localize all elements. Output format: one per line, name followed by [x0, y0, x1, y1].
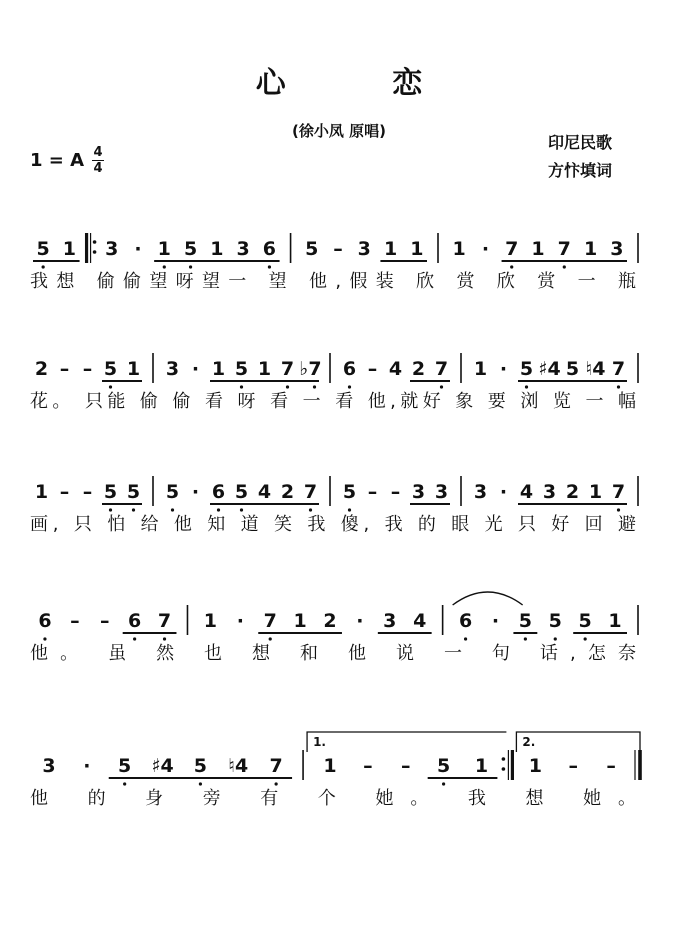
note: ·	[481, 238, 490, 260]
note: 1	[383, 238, 398, 260]
note: ♯4	[151, 755, 174, 777]
note: ♯4	[538, 358, 561, 380]
note: 7	[505, 238, 519, 260]
note: 1	[588, 481, 603, 503]
note: –	[606, 755, 616, 777]
octave-dot-below	[309, 508, 312, 511]
note: 1	[257, 358, 272, 380]
octave-dot-below	[275, 782, 278, 785]
note: 7	[434, 358, 449, 380]
note: 5	[436, 755, 451, 777]
note: –	[59, 481, 70, 503]
note: 4	[388, 358, 403, 380]
note: –	[568, 755, 578, 777]
octave-dot-below	[163, 265, 166, 268]
note: 7	[157, 610, 172, 632]
note: ·	[191, 358, 200, 380]
octave-dot-below	[240, 508, 243, 511]
note: 1	[528, 755, 542, 777]
note: 3	[357, 238, 371, 260]
note: 3	[236, 238, 250, 260]
octave-dot-below	[584, 637, 587, 640]
note: 6	[38, 610, 52, 632]
note: 3	[411, 481, 426, 503]
lyric-line: 他。 虽 然 也 想 和 他 说 一 句 话,怎奈	[30, 643, 636, 664]
note: 5	[183, 238, 198, 260]
octave-dot-below	[313, 385, 316, 388]
octave-dot-below	[617, 385, 620, 388]
slur	[453, 592, 523, 605]
note: –	[363, 755, 373, 777]
octave-dot-below	[524, 637, 527, 640]
note: ♮4	[585, 358, 606, 380]
note: 1	[62, 238, 77, 260]
volta-label-1: 1.	[313, 735, 326, 749]
note: 4	[257, 481, 272, 503]
note: ·	[134, 238, 142, 260]
note: 1	[157, 238, 171, 260]
note: 7	[269, 755, 283, 777]
note: 3	[105, 238, 119, 260]
octave-dot-below	[510, 265, 513, 268]
note: ·	[356, 610, 364, 632]
octave-dot-below	[525, 385, 528, 388]
octave-dot-below	[268, 265, 271, 268]
note: 4	[413, 610, 427, 632]
song-title: 心 恋	[255, 66, 471, 101]
note: 1	[473, 358, 488, 380]
note: 5	[342, 481, 357, 503]
note: 5	[565, 358, 580, 380]
note: –	[59, 358, 70, 380]
note: 1	[126, 358, 141, 380]
note: 2	[280, 481, 295, 503]
note: 3	[383, 610, 397, 632]
note: 1	[34, 481, 49, 503]
note: 5	[518, 610, 532, 632]
note: 1	[410, 238, 424, 260]
note: 7	[611, 481, 626, 503]
note: –	[367, 358, 378, 380]
note: 3	[473, 481, 488, 503]
note: 4	[519, 481, 534, 503]
octave-dot-below	[286, 385, 289, 388]
note: –	[390, 481, 401, 503]
note: –	[99, 610, 110, 632]
octave-dot-below	[109, 385, 112, 388]
note: –	[400, 755, 411, 777]
lyric-line: 花。 只能 偷 偷 看 呀 看 一 看 他,就好 象 要 浏 览 一 幅	[30, 391, 636, 412]
volta-bracket-1	[307, 732, 506, 752]
note: 1	[474, 755, 489, 777]
octave-dot-below	[240, 385, 243, 388]
time-bottom: 4	[93, 161, 103, 176]
note: –	[82, 358, 93, 380]
note: 1	[531, 238, 545, 260]
octave-dot-below	[171, 508, 174, 511]
octave-dot-below	[163, 637, 166, 640]
note: 6	[128, 610, 142, 632]
note: –	[333, 238, 343, 260]
octave-dot-below	[464, 637, 467, 640]
octave-dot-below	[199, 782, 202, 785]
note: 7	[263, 610, 277, 632]
credit-lyricist: 方忭填词	[548, 161, 613, 180]
note: 5	[118, 755, 132, 777]
lyric-line: 他 的 身 旁 有 个 她。 我 想 她。	[30, 788, 636, 809]
note: 5	[103, 358, 118, 380]
note: 3	[610, 238, 624, 260]
note: 3	[434, 481, 449, 503]
octave-dot-below	[348, 508, 351, 511]
song-subtitle: (徐小凤 原唱)	[292, 122, 386, 140]
note: 2	[565, 481, 580, 503]
note: 7	[611, 358, 626, 380]
octave-dot-below	[442, 782, 445, 785]
note: 1	[608, 610, 622, 632]
octave-dot-below	[554, 637, 557, 640]
note: 1	[211, 358, 226, 380]
octave-dot-below	[43, 637, 46, 640]
note: 3	[165, 358, 180, 380]
note: 2	[323, 610, 337, 632]
note: –	[82, 481, 93, 503]
note: 1	[452, 238, 466, 260]
lyric-line: 我想 偷偷望呀望一 望 他,假装 欣 赏 欣 赏 一 瓶	[30, 271, 636, 292]
octave-dot-below	[133, 637, 136, 640]
note: 5	[519, 358, 534, 380]
note: 5	[548, 610, 562, 632]
note: ·	[83, 755, 91, 777]
volta-label-2: 2.	[522, 735, 536, 749]
note: 1	[583, 238, 598, 260]
note: 5	[36, 238, 50, 260]
octave-dot-below	[563, 265, 566, 268]
repeat-dot	[93, 240, 97, 244]
note: 5	[165, 481, 180, 503]
note: 3	[42, 755, 56, 777]
octave-dot-below	[348, 385, 351, 388]
repeat-dot	[502, 767, 506, 771]
note: 6	[342, 358, 357, 380]
note: 2	[411, 358, 426, 380]
note: –	[367, 481, 378, 503]
note: 1	[210, 238, 224, 260]
octave-dot-below	[109, 508, 112, 511]
note: 5	[305, 238, 319, 260]
octave-dot-below	[217, 508, 220, 511]
note: 7	[557, 238, 571, 260]
octave-dot-below	[617, 508, 620, 511]
note: 5	[126, 481, 141, 503]
octave-dot-below	[440, 385, 443, 388]
lyric-line: 画, 只 怕 给 他 知 道 笑 我 傻, 我 的 眼 光 只 好 回 避	[30, 514, 636, 535]
octave-dot-below	[42, 265, 45, 268]
note: 1	[323, 755, 337, 777]
note: 6	[211, 481, 226, 503]
note: ·	[191, 481, 200, 503]
note: 5	[234, 481, 249, 503]
note: ·	[499, 358, 508, 380]
note: ·	[236, 610, 244, 632]
note: 5	[103, 481, 118, 503]
note: 1	[203, 610, 218, 632]
octave-dot-below	[123, 782, 126, 785]
note: 5	[193, 755, 208, 777]
credit-origin: 印尼民歌	[548, 133, 613, 152]
note: 6	[458, 610, 473, 632]
note: ·	[491, 610, 500, 632]
time-top: 4	[93, 145, 103, 160]
repeat-dot	[502, 757, 506, 761]
note: 6	[262, 238, 277, 260]
note: 3	[542, 481, 557, 503]
note: ♮4	[228, 755, 249, 777]
note: 2	[34, 358, 49, 380]
octave-dot-below	[269, 637, 272, 640]
note: 7	[303, 481, 318, 503]
note: 1	[293, 610, 307, 632]
note: ·	[499, 481, 508, 503]
repeat-dot	[93, 250, 97, 254]
note: 5	[234, 358, 249, 380]
octave-dot-below	[132, 508, 135, 511]
note: 5	[578, 610, 592, 632]
key-label: 1 = A	[30, 150, 85, 171]
note: –	[70, 610, 80, 632]
octave-dot-below	[189, 265, 192, 268]
note: 7	[280, 358, 295, 380]
note: ♭7	[299, 358, 322, 380]
